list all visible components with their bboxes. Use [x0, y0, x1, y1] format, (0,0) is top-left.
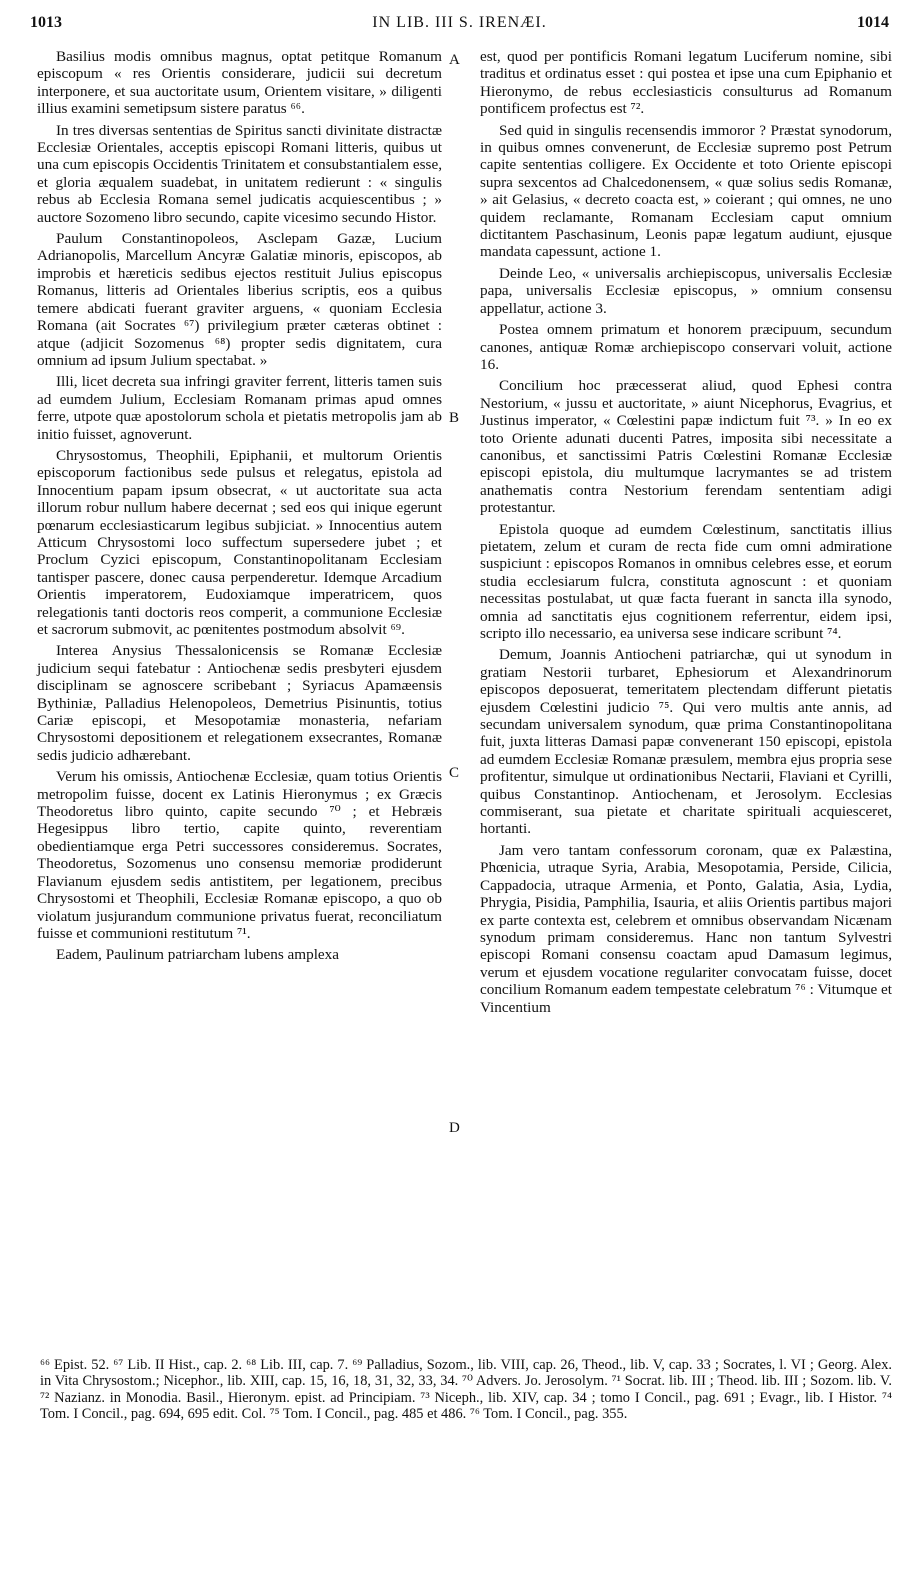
paragraph: Sed quid in singulis recensendis immoror ? Præstat synodorum, in quibus omnes convenerunt, de Ecclesiæ supremo post Petrum capite sententias colligere. Ex Occidente et toto Oriente episcopi supra sexcentos ad Chalcedonensem, « quæ solius sedis Romanæ, » ait Gelasius, « decreto coacta est, » coierant ; qui omnes, ne uno quidem reclamante, Romanam Ecclesiam caput omnium dictitantem Paschasinum, Leonis papæ legatum audiunt, ejusque mandata capessunt, actione 1.: [480, 121, 892, 261]
paragraph: Jam vero tantam confessorum coronam, quæ ex Palæstina, Phœnicia, utraque Syria, Arabia, Mesopotamia, Perside, Cilicia, Cappadocia, utraque Armenia, et Ponto, Galatia, Asia, Lydia, Phrygia, Pisidia, Pamphilia, Isauria, et aliis Orientis partibus majori ex parte contexta est, celebrem et omnibus observandam Nicænam synodum primam consideremus. Hanc non tantum Sylvestri episcopi Romani consensu coactam apud Damasum legimus, verum et ejusdem vocatione regulariter convocatam fuisse, docet concilium Romanum eadem tempestate celebratum ⁷⁶ : Vitumque et Vincentium: [480, 841, 892, 1016]
margin-marker-c: C: [449, 765, 460, 781]
paragraph: Epistola quoque ad eumdem Cœlestinum, sanctitatis illius pietatem, zelum et curam de recta fide cum omni admiratione suspiciunt : episcopos Romanos in omnibus celebres esse, et eorum studia ecclesiarum fulcra, constituta agnoscunt : et quoniam necessitas postulabat, ut quæ facta fuerant in sancta illa synodo, omnia ad sanctitatis ejus cognitionem referrentur, eidem ipsi, scripto illo necessario, ea universa sese indicare scribunt ⁷⁴.: [480, 520, 892, 642]
running-title: IN LIB. III S. IRENÆI.: [372, 14, 547, 31]
paragraph: Postea omnem primatum et honorem præcipuum, secundum canones, antiquæ Romæ archiepiscopo conservari voluit, actione 16.: [480, 321, 892, 373]
paragraph: Demum, Joannis Antiocheni patriarchæ, qui ut synodum in gratiam Nestorii turbaret, Ephesiorum et Alexandrinorum episcopos deposuerat, temeritatem plectendam differunt pietatis ejusdem Cœlestini judicio ⁷⁵. Qui vero multis ante annis, ad secundam universalem synodum, quæ prima Constantinopolitana fuit, juxta litteras Damasi papæ convenerant 150 episcopi, epistola ad eumdem Ecclesiæ Romanæ præsulem, membra ejus propria sese profitentur, simulque ut ordinationibus Nectarii, Flaviani et Cyrilli, quibus Constantinop. Antiochenam, et Jerosolym. Ecclesias commiserant, sua pietate et charitate spirituali acquiesceret, hortanti.: [480, 646, 892, 838]
footnotes-text: ⁶⁶ Epist. 52. ⁶⁷ Lib. II Hist., cap. 2. ⁶⁸ Lib. III, cap. 7. ⁶⁹ Palladius, Sozom., lib. VIII, cap. 26, Theod., lib. V, cap. 33 ; Socrates, l. VI ; Georg. Alex. in Vita Chrysostom.; Nicephor., lib. XIII, cap. 15, 16, 18, 31, 32, 33, 34. ⁷⁰ Advers. Jo. Jerosolym. ⁷¹ Socrat. lib. III ; Theod. lib. III ; Sozom. lib. V. ⁷² Nazianz. in Monodia. Basil., Hieronym. epist. ad Principiam. ⁷³ Niceph., lib. XIV, cap. 34 ; tomo I Concil., pag. 691 ; Evagr., lib. I Histor. ⁷⁴ Tom. I Concil., pag. 694, 695 edit. Col. ⁷⁵ Tom. I Concil., pag. 485 et 486. ⁷⁶ Tom. I Concil., pag. 355.: [40, 1357, 892, 1423]
left-column: [37, 48, 442, 968]
page-header: [30, 14, 889, 42]
right-column: [480, 48, 892, 1020]
paragraph: Verum his omissis, Antiochenæ Ecclesiæ, quam totius Orientis metropolim fuisse, docent ex Latinis Hieronymus ; ex Græcis Theodoretus libro quinto, capite secundo ⁷⁰ ; et Hebræis Hegesippus libro tertio, capite quinto, reverentiam obedientiamque erga Petri successores consideremus. Socrates, Theodoretus, Sozomenus uno consensu memoriæ prodiderunt Flavianum ejusdem sedis antistitem, per legationem, precibus Chrysostomi et Theophili, Ecclesiæ Romanæ episcopo, a quo ob violatum jusjurandum communione privatus fuerat, reconciliatum fuisse et communioni restitutum ⁷¹.: [37, 768, 442, 942]
margin-marker-b: B: [449, 410, 460, 426]
footnotes: [40, 1357, 892, 1423]
margin-marker-a: A: [449, 52, 460, 68]
paragraph: Eadem, Paulinum patriarcham lubens amplexa: [56, 946, 339, 964]
page-number-left: 1013: [30, 14, 62, 31]
margin-marker-d: D: [449, 1120, 460, 1136]
paragraph: Paulum Constantinopoleos, Asclepam Gazæ, Lucium Adrianopolis, Marcellum Ancyræ Galatiæ minoris, episcopos, ab improbis et hæreticis sedibus ejectos restituit Julius episcopus Romanus, litteris ad Orientales liberius scriptis, eos a quibus temere abdicati fuerant graviter arguens, « quoniam Ecclesia Romana (ait Socrates ⁶⁷) privilegium præter cæteras obtinet : atque (adjicit Sozomenus ⁶⁸) propter sedis dignitatem, cura omnium ad ipsum Julium spectabat. »: [37, 230, 442, 369]
paragraph: In tres diversas sententias de Spiritus sancti divinitate distractæ Ecclesiæ Orientales, acceptis episcopi Romani litteris, quibus ut una cum episcopis Occidentis Trinitatem et consubstantialem esse, et gloria æqualem suadebat, in unitatem redierunt : « singulis rebus ab Ecclesia Romana semel judicatis acquiescentibus ; » auctore Sozomeno libro secundo, capite vicesimo secundo Histor.: [37, 121, 442, 226]
paragraph: Illi, licet decreta sua infringi graviter ferrent, litteris tamen suis ad eumdem Julium, Ecclesiam Romanam primas apud omnes ferre, utpote quæ apostolorum schola et pietatis metropolis jam ab initio fuisset, agnoverunt.: [37, 373, 442, 443]
paragraph: Chrysostomus, Theophili, Epiphanii, et multorum Orientis episcoporum factionibus sede pulsus et relegatus, epistola ad Innocentium papam ipsum obsecrat, « ut auctoritate sua acta illorum robur nullum habere decernat ; sed eos qui inique egerunt pœnarum ecclesiasticarum legibus subjiciat. » Innocentius autem Atticum Chrysostomi loco suffectum supersedere jubet ; et Proclum Cyzici episcopum, Constantinopolitanam Ecclesiam tantisper pascere, donec causa perpenderetur. Idemque Arcadium Orientis imperatorem, Eudoxiamque imperatricem, quos relegationis tanti doctoris reos comperit, a communione Ecclesiæ et sacrorum submovit, ac pœnitentes postmodum absolvit ⁶⁹.: [37, 446, 442, 638]
paragraph: Interea Anysius Thessalonicensis se Romanæ Ecclesiæ judicium sequi fatebatur : Antiochenæ sedis presbyteri ejusdem disciplinam se agnoscere scribebant ; Syriacus Apamæensis Bythiniæ, Palladius Helenopoleos, Demetrius Pisinuntis, totius Cariæ episcopi, et Mesopotamiæ monasteria, nefariam Chrysostomi depositionem et relegationem exsecrantes, Romanæ sedis judicio adhærebant.: [37, 642, 442, 764]
page-number-right: 1014: [857, 14, 889, 31]
paragraph: est, quod per pontificis Romani legatum Luciferum nomine, sibi traditus et ordinatus esset : qui postea et ipse una cum Epiphanio et Hieronymo, de rebus ecclesiasticis consulturus ad Romanum pontificem profectus est ⁷².: [480, 48, 892, 118]
paragraph: Basilius modis omnibus magnus, optat petitque Romanum episcopum « res Orientis considerare, judicii sui decretum interponere, et sua auctoritate usum, Orientem visitare, » diligenti illius examini semetipsum sistere paratus ⁶⁶.: [37, 48, 442, 118]
paragraph: Deinde Leo, « universalis archiepiscopus, universalis Ecclesiæ papa, universalis Ecclesiæ episcopus, » omnium consensu appellatur, actione 3.: [480, 264, 892, 317]
paragraph: Concilium hoc præcesserat aliud, quod Ephesi contra Nestorium, « jussu et auctoritate, » aiunt Nicephorus, Evagrius, et Justinus imperator, « Cœlestini papæ indictum fuit ⁷³. » In eo ex toto Oriente adunati ducenti Patres, imposita sibi necessitate a canonibus, et sanctissimi Patris Cœlestini Romanæ Ecclesiæ episcopi epistola, diu multumque lacrymantes se ad tristem anathematis contra Nestorium ferendam sententiam adigi protestantur.: [480, 377, 892, 517]
